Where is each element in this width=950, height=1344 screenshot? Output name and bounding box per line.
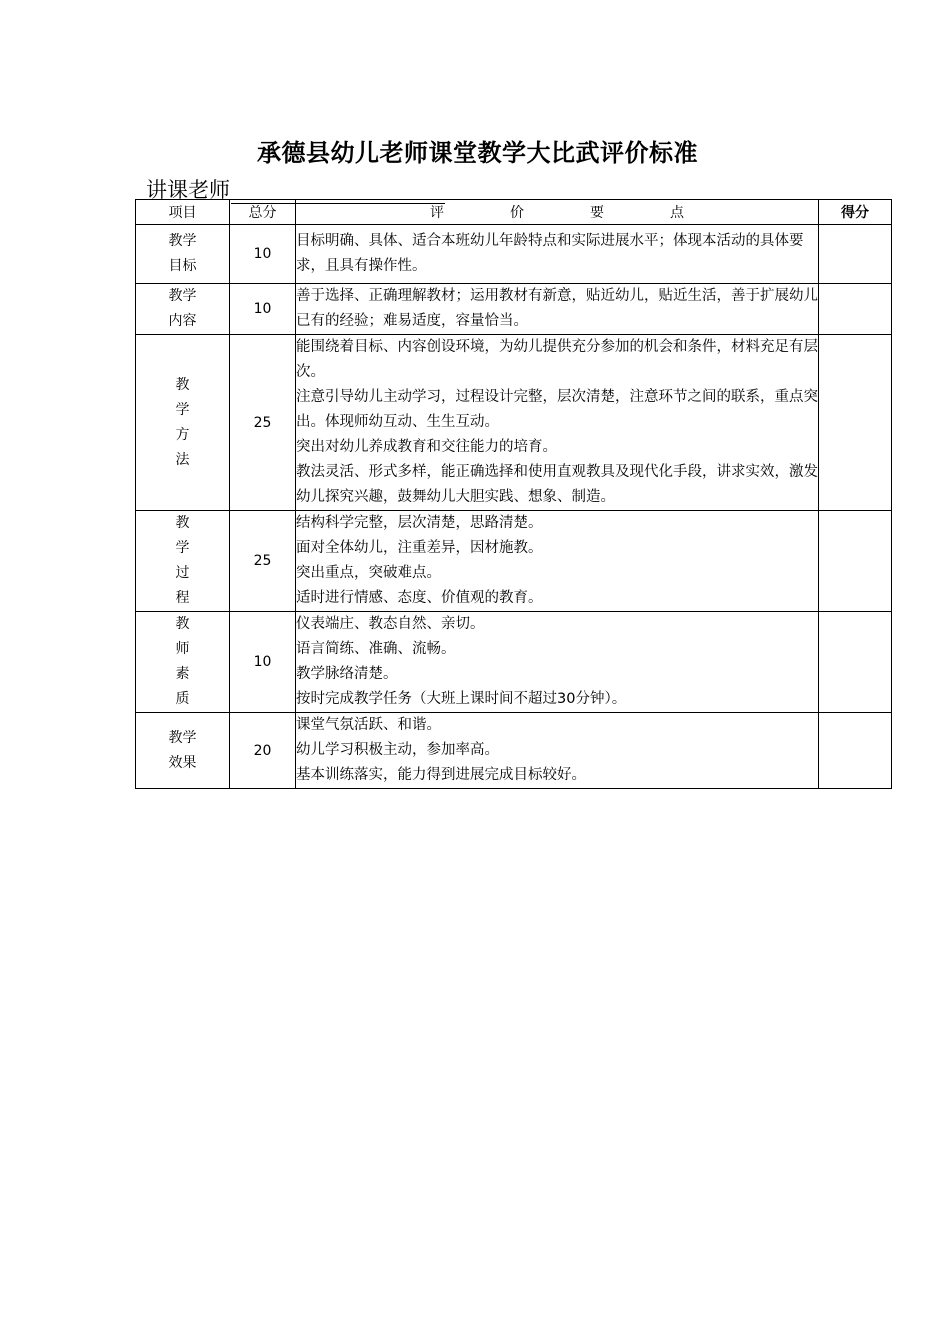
row-item: 教 学 过 程 [136,511,230,612]
row-score-cell[interactable] [819,284,892,335]
header-score: 得分 [819,200,892,225]
row-score-cell[interactable] [819,511,892,612]
evaluation-table [135,199,892,789]
row-total: 20 [230,713,296,789]
table-row [136,713,892,789]
table-row [136,612,892,713]
header-points-char: 价 [510,205,524,221]
header-points-char: 点 [670,205,684,221]
table-row [136,335,892,511]
row-score-cell[interactable] [819,225,892,284]
row-item: 教 师 素 质 [136,612,230,713]
document-title: 承德县幼儿老师课堂教学大比武评价标准 [257,138,698,167]
header-points [296,200,819,225]
row-points: 结构科学完整，层次清楚，思路清楚。 面对全体幼儿，注重差异，因材施教。 突出重点，突破难点。 适时进行情感、态度、价值观的教育。 [296,511,819,612]
table-header-row [136,200,892,225]
row-item: 教学 效果 [136,713,230,789]
lecturer-label: 讲课老师 [146,178,230,202]
row-points: 目标明确、具体、适合本班幼儿年龄特点和实际进展水平；体现本活动的具体要求，且具有操作性。 [296,225,819,284]
table-row [136,284,892,335]
header-points-char: 要 [590,205,604,221]
header-item: 项目 [136,200,230,225]
row-score-cell[interactable] [819,713,892,789]
header-total: 总分 [230,200,296,225]
row-total: 10 [230,612,296,713]
row-item: 教 学 方 法 [136,335,230,511]
row-points: 善于选择、正确理解教材；运用教材有新意，贴近幼儿，贴近生活，善于扩展幼儿已有的经验；难易适度，容量恰当。 [296,284,819,335]
row-score-cell[interactable] [819,612,892,713]
table-row [136,511,892,612]
row-item: 教学 内容 [136,284,230,335]
row-item: 教学 目标 [136,225,230,284]
row-points: 能围绕着目标、内容创设环境，为幼儿提供充分参加的机会和条件，材料充足有层次。 注意引导幼儿主动学习，过程设计完整，层次清楚，注意环节之间的联系，重点突出。体现师幼互动、生生互动。 突出对幼儿养成教育和交往能力的培育。 教法灵活、形式多样，能正确选择和使用直观教具及现代化手段，讲求实效，激发幼儿探究兴趣，鼓舞幼儿大胆实践、想象、制造。 [296,335,819,511]
row-total: 25 [230,511,296,612]
row-points: 课堂气氛活跃、和谐。 幼儿学习积极主动，参加率高。 基本训练落实，能力得到进展完成目标较好。 [296,713,819,789]
row-score-cell[interactable] [819,335,892,511]
row-total: 10 [230,284,296,335]
row-total: 10 [230,225,296,284]
header-points-char: 评 [430,205,444,221]
row-points: 仪表端庄、教态自然、亲切。 语言简练、准确、流畅。 教学脉络清楚。 按时完成教学任务（大班上课时间不超过30分钟）。 [296,612,819,713]
row-total: 25 [230,335,296,511]
table-row [136,225,892,284]
